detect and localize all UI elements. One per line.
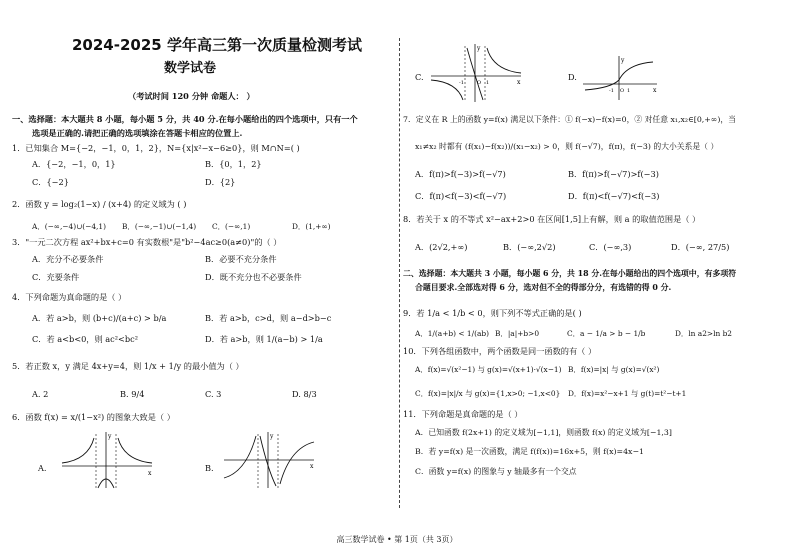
exam-info: （考试时间 120 分钟 命题人： ） bbox=[128, 91, 255, 101]
q7-option-a: A．f(π)>f(−3)>f(−√7) bbox=[415, 169, 506, 179]
q4-option-c: C．若 a<b<0，则 ac²<bc² bbox=[32, 334, 138, 344]
q6-stem: 6．函数 f(x) = x/(1−x²) 的图象大致是（ ） bbox=[12, 412, 175, 422]
q2-option-d: D．(1,+∞) bbox=[292, 222, 331, 231]
q8-option-b: B．(−∞,2√2) bbox=[503, 242, 556, 252]
q9-option-c: C．a − 1/a > b − 1/b bbox=[567, 329, 646, 338]
graph-d-y-label: y bbox=[621, 57, 625, 64]
q11-option-b: B．若 y=f(x) 是一次函数，满足 f(f(x))=16x+5，则 f(x)=4x−1 bbox=[415, 447, 644, 456]
section2-heading-2: 合题目要求.全部选对得 6 分，选对但不全的得部分分，有选错的得 0 分. bbox=[415, 283, 672, 292]
q7-option-d: D．f(π)<f(−√7)<f(−3) bbox=[568, 191, 660, 201]
graph-b-x-label: x bbox=[310, 463, 314, 470]
graph-b-y-label: y bbox=[270, 433, 274, 440]
q5-option-d: D. 8/3 bbox=[292, 389, 317, 399]
graph-d-origin: O bbox=[620, 88, 625, 94]
q5-stem: 5．若正数 x，y 满足 4x+y=4，则 1/x + 1/y 的最小值为（ ） bbox=[12, 361, 244, 371]
q10-option-b: B．f(x)=|x| 与 g(x)=√(x²) bbox=[568, 365, 660, 374]
q1-option-a: A．{−2，−1，0，1} bbox=[32, 159, 116, 169]
q1-option-b: B．{0，1，2} bbox=[205, 159, 262, 169]
q9-option-b: B．|a|+b>0 bbox=[495, 329, 540, 338]
q10-option-d: D．f(x)=x²−x+1 与 g(t)=t²−t+1 bbox=[568, 389, 687, 398]
graph-d-neg1: -1 bbox=[609, 88, 614, 94]
q8-option-a: A．(2√2,+∞) bbox=[415, 242, 468, 252]
q6-graph-b bbox=[222, 430, 318, 490]
q1-option-c: C．{−2} bbox=[32, 177, 69, 187]
q3-option-d: D．既不充分也不必要条件 bbox=[205, 272, 302, 282]
q6-graph-d bbox=[581, 54, 661, 102]
graph-a-y-label: y bbox=[108, 433, 112, 440]
column-divider bbox=[399, 38, 400, 508]
q6-option-a: A. bbox=[38, 463, 47, 473]
q10-option-c: C．f(x)=|x|/x 与 g(x)={1,x>0; −1,x<0} bbox=[415, 389, 561, 398]
q6-graph-c bbox=[429, 42, 525, 104]
q2-option-a: A．(−∞,−4)∪(−4,1) bbox=[32, 222, 106, 231]
exam-title: 2024-2025 学年高三第一次质量检测考试 bbox=[72, 36, 362, 54]
q2-stem: 2．函数 y = log₂(1−x) / (x+4) 的定义域为 ( ) bbox=[12, 199, 187, 209]
q7-stem: 7．定义在 R 上的函数 y=f(x) 满足以下条件：① f(−x)−f(x)=0，② 对任意 x₁,x₂∈[0,+∞)，当 bbox=[403, 115, 736, 124]
q2-option-c: C．(−∞,1) bbox=[212, 222, 251, 231]
q4-option-d: D．若 a>b，则 1/(a−b) > 1/a bbox=[205, 334, 323, 344]
q11-option-a: A．已知函数 f(2x+1) 的定义域为[−1,1]，则函数 f(x) 的定义域为[−1,3] bbox=[415, 428, 672, 437]
q5-option-c: C. 3 bbox=[205, 389, 222, 399]
graph-c-y-label: y bbox=[477, 45, 481, 52]
graph-c-neg1: -1 bbox=[459, 80, 464, 86]
q11-option-c: C．函数 y=f(x) 的图象与 y 轴最多有一个交点 bbox=[415, 467, 577, 476]
q5-option-b: B. 9/4 bbox=[120, 389, 145, 399]
q3-option-a: A．充分不必要条件 bbox=[32, 254, 104, 264]
q8-option-d: D．(−∞, 27/5) bbox=[671, 242, 730, 252]
q3-option-c: C．充要条件 bbox=[32, 272, 80, 282]
graph-c-origin: O bbox=[477, 80, 482, 86]
q8-stem: 8．若关于 x 的不等式 x²−ax+2>0 在区间[1,5]上有解，则 a 的取值范围是（ ） bbox=[403, 214, 701, 224]
section1-heading-2: 选项是正确的.请把正确的选项填涂在答题卡相应的位置上. bbox=[32, 128, 243, 138]
q10-option-a: A．f(x)=√(x²−1) 与 g(x)=√(x+1)·√(x−1) bbox=[415, 365, 562, 374]
q9-option-d: D．ln a2>ln b2 bbox=[675, 329, 732, 338]
q5-option-a: A. 2 bbox=[32, 389, 49, 399]
q6-option-c: C. bbox=[415, 72, 424, 82]
q9-stem: 9．若 1/a < 1/b < 0，则下列不等式正确的是( ) bbox=[403, 308, 582, 318]
q7-option-b: B．f(π)>f(−√7)>f(−3) bbox=[568, 169, 659, 179]
q7-option-c: C．f(π)<f(−3)<f(−√7) bbox=[415, 191, 507, 201]
q3-option-b: B．必要不充分条件 bbox=[205, 254, 277, 264]
section2-heading: 二、选择题：本大题共 3 小题，每小题 6 分，共 18 分.在每小题给出的四个选项中，有多项符 bbox=[403, 269, 737, 278]
graph-d-x-label: x bbox=[653, 87, 657, 94]
q3-stem: 3．"一元二次方程 ax²+bx+c=0 有实数根"是"b²−4ac≥0(a≠0)"的（ ） bbox=[12, 237, 282, 247]
q8-option-c: C．(−∞,3) bbox=[589, 242, 632, 252]
section1-heading: 一、选择题：本大题共 8 小题，每小题 5 分，共 40 分.在每小题给出的四个选项中，只有一个 bbox=[12, 114, 358, 124]
exam-subject: 数学试卷 bbox=[164, 61, 217, 76]
q6-option-b: B. bbox=[205, 463, 214, 473]
graph-a-x-label: x bbox=[148, 470, 152, 477]
graph-c-one: 1 bbox=[486, 80, 490, 86]
q11-stem: 11．下列命题是真命题的是（ ） bbox=[403, 409, 523, 419]
q10-stem: 10．下列各组函数中，两个函数是同一函数的有（ ） bbox=[403, 346, 597, 356]
page-footer: 高三数学试卷 • 第 1页（共 3页） bbox=[336, 535, 458, 544]
graph-c-x-label: x bbox=[517, 79, 521, 86]
q6-option-d: D. bbox=[568, 72, 577, 82]
q4-stem: 4．下列命题为真命题的是（ ） bbox=[12, 292, 127, 302]
q4-option-a: A．若 a>b，则 (b+c)/(a+c) > b/a bbox=[32, 313, 167, 323]
q1-stem: 1．已知集合 M={−2，−1，0，1，2}，N={x|x²−x−6≥0}，则 M∩N=( ) bbox=[12, 143, 300, 153]
q1-option-d: D．{2} bbox=[205, 177, 236, 187]
q4-option-b: B．若 a>b，c>d，则 a−d>b−c bbox=[205, 313, 332, 323]
q6-graph-a bbox=[60, 430, 156, 490]
q7-stem-2: x₁≠x₂ 时都有 (f(x₁)−f(x₂))/(x₁−x₂) > 0，则 f(−√7)，f(π)，f(−3) 的大小关系是（ ） bbox=[415, 142, 719, 151]
q9-option-a: A．1/(a+b) < 1/(ab) bbox=[415, 329, 490, 338]
q2-option-b: B．(−∞,−1)∪(−1,4) bbox=[122, 222, 197, 231]
graph-d-one: 1 bbox=[627, 88, 631, 94]
